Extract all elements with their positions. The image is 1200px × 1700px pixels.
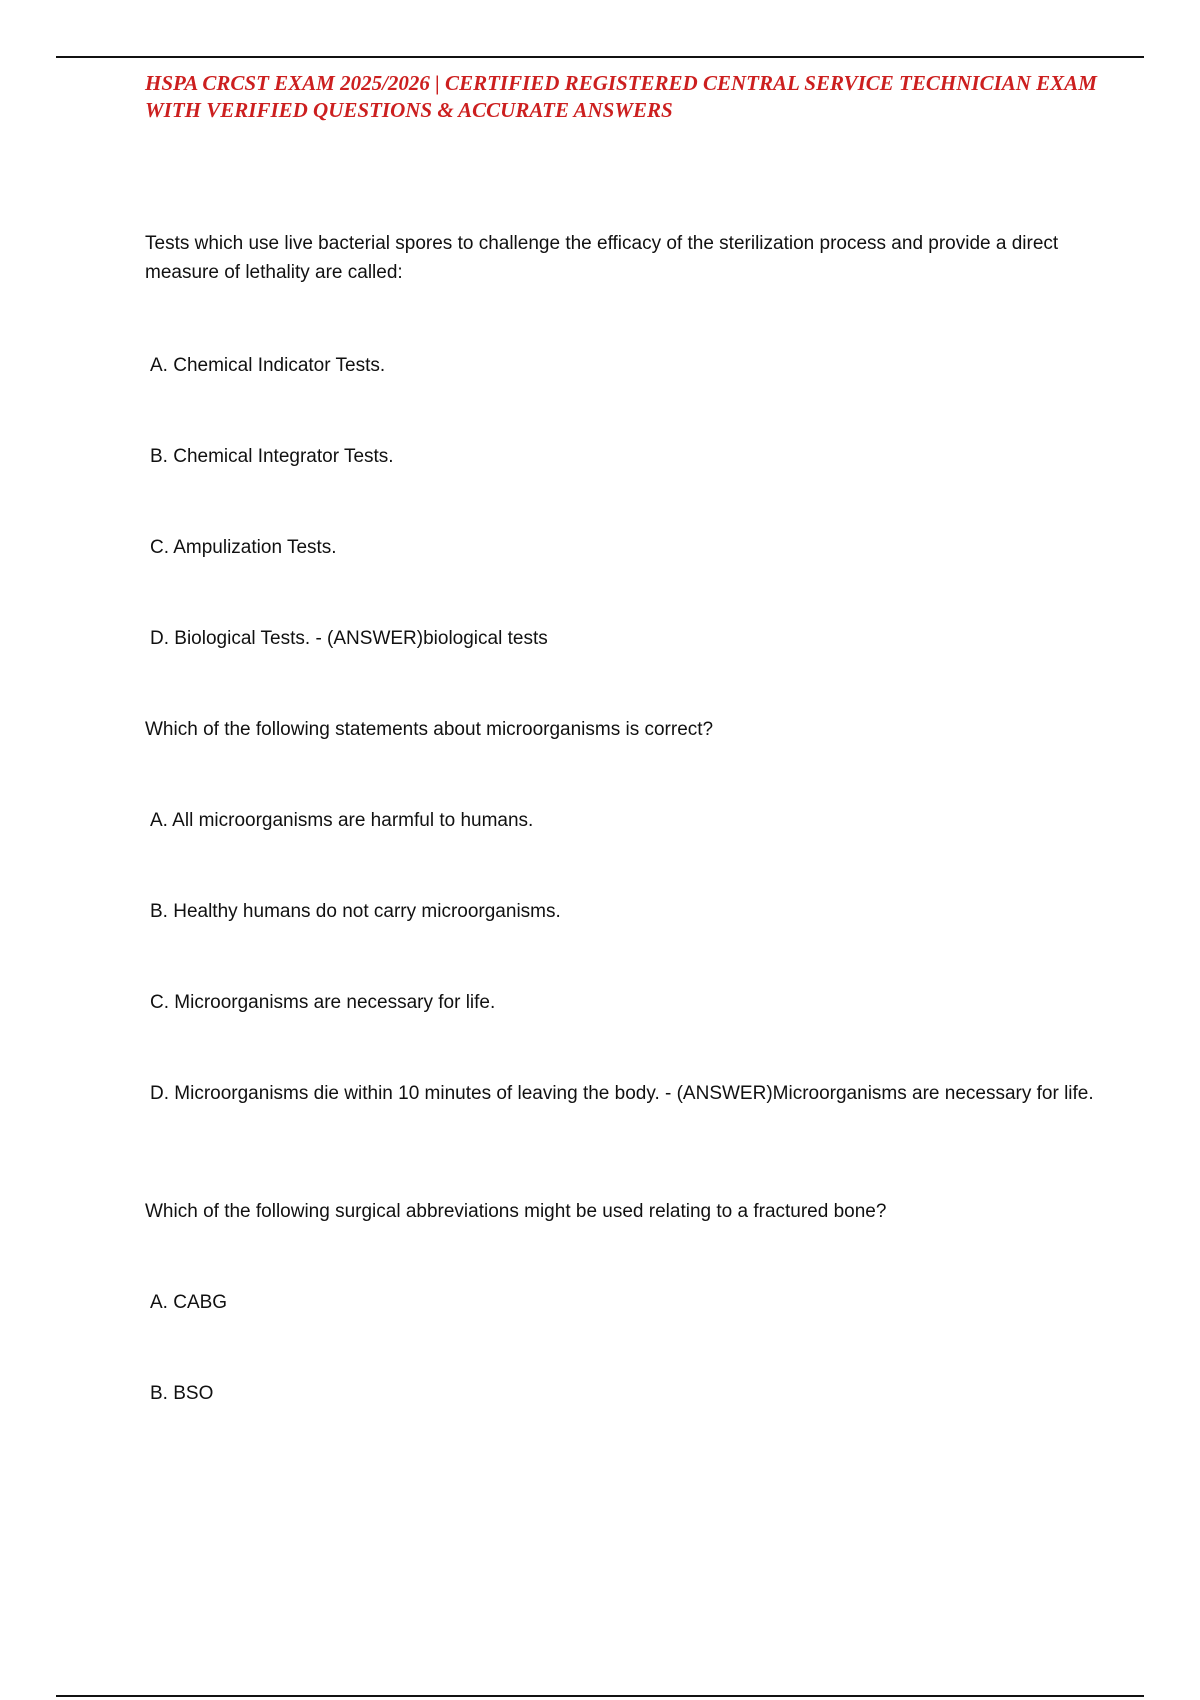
bottom-rule bbox=[56, 1695, 1144, 1697]
question-2-option-a: A. All microorganisms are harmful to humans. bbox=[150, 810, 534, 831]
question-1-option-b: B. Chemical Integrator Tests. bbox=[150, 446, 394, 467]
question-2-option-d: D. Microorganisms die within 10 minutes of leaving the body. - (ANSWER)Microorganisms are necessary for life. bbox=[150, 1083, 1094, 1104]
question-1-option-d: D. Biological Tests. - (ANSWER)biological tests bbox=[150, 628, 548, 649]
question-1-text: Tests which use live bacterial spores to challenge the efficacy of the sterilization process and provide a direct measure of lethality are called: bbox=[145, 233, 1059, 283]
top-rule bbox=[56, 56, 1144, 58]
question-2-option-b: B. Healthy humans do not carry microorganisms. bbox=[150, 901, 561, 922]
question-3-text: Which of the following surgical abbreviations might be used relating to a fractured bone? bbox=[145, 1201, 887, 1222]
document-title: HSPA CRCST EXAM 2025/2026 | CERTIFIED REGISTERED CENTRAL SERVICE TECHNICIAN EXAM WITH VERIFIED QUESTIONS & ACCURATE ANSWERS bbox=[145, 71, 1097, 122]
question-2-text: Which of the following statements about microorganisms is correct? bbox=[145, 719, 714, 740]
question-1-option-a: A. Chemical Indicator Tests. bbox=[150, 355, 386, 376]
question-3-option-a: A. CABG bbox=[150, 1292, 228, 1313]
question-1-option-c: C. Ampulization Tests. bbox=[150, 537, 337, 558]
question-3-option-b: B. BSO bbox=[150, 1383, 214, 1404]
question-2-option-c: C. Microorganisms are necessary for life. bbox=[150, 992, 496, 1013]
